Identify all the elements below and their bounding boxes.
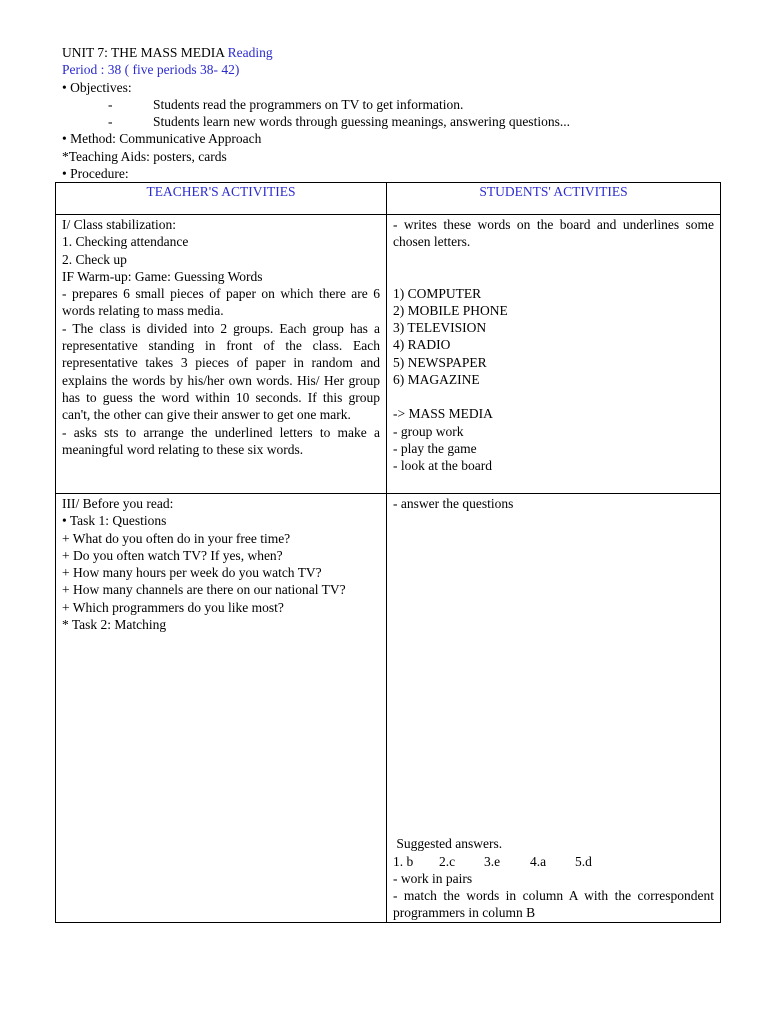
question-item: + How many channels are there on our national TV? <box>62 582 346 598</box>
result-word: -> MASS MEDIA <box>393 406 493 422</box>
unit-title <box>62 44 722 61</box>
objective-item: - Students learn new words through guessing meanings, answering questions... <box>108 114 570 130</box>
objective-text: Students learn new words through guessing meanings, answering questions... <box>153 114 570 130</box>
word-item: 1) COMPUTER <box>393 285 482 301</box>
method-line: • Method: Communicative Approach <box>62 131 262 147</box>
instruction-text: - prepares 6 small pieces of paper on which there are 6 words relating to mass media. <box>62 286 380 319</box>
table-row <box>56 494 721 923</box>
question-item: + How many hours per week do you watch TV? <box>62 565 322 581</box>
teacher-cell-warmup <box>56 215 387 494</box>
word-item: 3) TELEVISION <box>393 320 487 336</box>
answer-item: 1. b <box>393 853 414 869</box>
question-item: + Do you often watch TV? If yes, when? <box>62 547 283 563</box>
section-heading: I/ Class stabilization: <box>62 217 176 232</box>
student-cell-before-read <box>387 494 721 923</box>
word-item: 4) RADIO <box>393 337 451 353</box>
task-heading: * Task 2: Matching <box>62 617 167 633</box>
answer-item: 2.c <box>439 853 456 869</box>
period-line: Period : 38 ( five periods 38- 42) <box>62 62 240 78</box>
student-cell-warmup <box>387 215 721 494</box>
student-action: - answer the questions <box>393 496 514 511</box>
student-action: - match the words in column A with the correspondent programmers in column B <box>393 888 714 921</box>
step-line: 2. Check up <box>62 251 127 267</box>
section-heading: IF Warm-up: Game: Guessing Words <box>62 268 263 284</box>
student-activities-header: STUDENTS' ACTIVITIES <box>387 183 721 215</box>
student-action: - play the game <box>393 440 477 456</box>
answer-item: 5.d <box>575 853 592 869</box>
teacher-cell-before-read <box>56 494 387 923</box>
answer-item: 3.e <box>484 853 501 869</box>
word-item: 6) MAGAZINE <box>393 372 480 388</box>
objective-item: - Students read the programmers on TV to get information. <box>108 96 464 112</box>
objectives-label: • Objectives: <box>62 79 132 95</box>
lesson-header <box>62 44 722 182</box>
teaching-aids-line: *Teaching Aids: posters, cards <box>62 148 227 164</box>
step-line: 1. Checking attendance <box>62 234 189 250</box>
unit-title-text: UNIT 7: THE MASS MEDIA <box>62 45 225 60</box>
objective-text: Students read the programmers on TV to get information. <box>153 96 464 112</box>
task-heading: • Task 1: Questions <box>62 513 167 529</box>
student-instruction: - writes these words on the board and underlines some chosen letters. <box>393 217 714 250</box>
word-item: 2) MOBILE PHONE <box>393 302 508 318</box>
procedure-line: • Procedure: <box>62 166 129 182</box>
unit-title-skill: Reading <box>227 45 273 60</box>
student-action: - group work <box>393 423 464 439</box>
instruction-text: - asks sts to arrange the underlined letters to make a meaningful word relating to these six words. <box>62 424 380 457</box>
instruction-text: - The class is divided into 2 groups. Each group has a representative standing in front of the class. Each representative takes 3 pieces of paper in random and explains the words by his/her own words. His/ Her group has to guess the word within 10 seconds. If this group can't, the other can give their answer to get one mark. <box>62 320 380 423</box>
answer-item: 4.a <box>530 853 547 869</box>
teacher-activities-header: TEACHER'S ACTIVITIES <box>56 183 387 215</box>
answers-line <box>393 853 714 870</box>
question-item: + Which programmers do you like most? <box>62 599 284 615</box>
activities-table <box>55 182 721 923</box>
student-action: - look at the board <box>393 458 492 474</box>
word-item: 5) NEWSPAPER <box>393 354 487 370</box>
question-item: + What do you often do in your free time? <box>62 530 291 546</box>
section-heading: III/ Before you read: <box>62 496 174 511</box>
table-row <box>56 215 721 494</box>
student-action: - work in pairs <box>393 870 473 886</box>
suggested-answers-label: Suggested answers. <box>393 836 503 852</box>
